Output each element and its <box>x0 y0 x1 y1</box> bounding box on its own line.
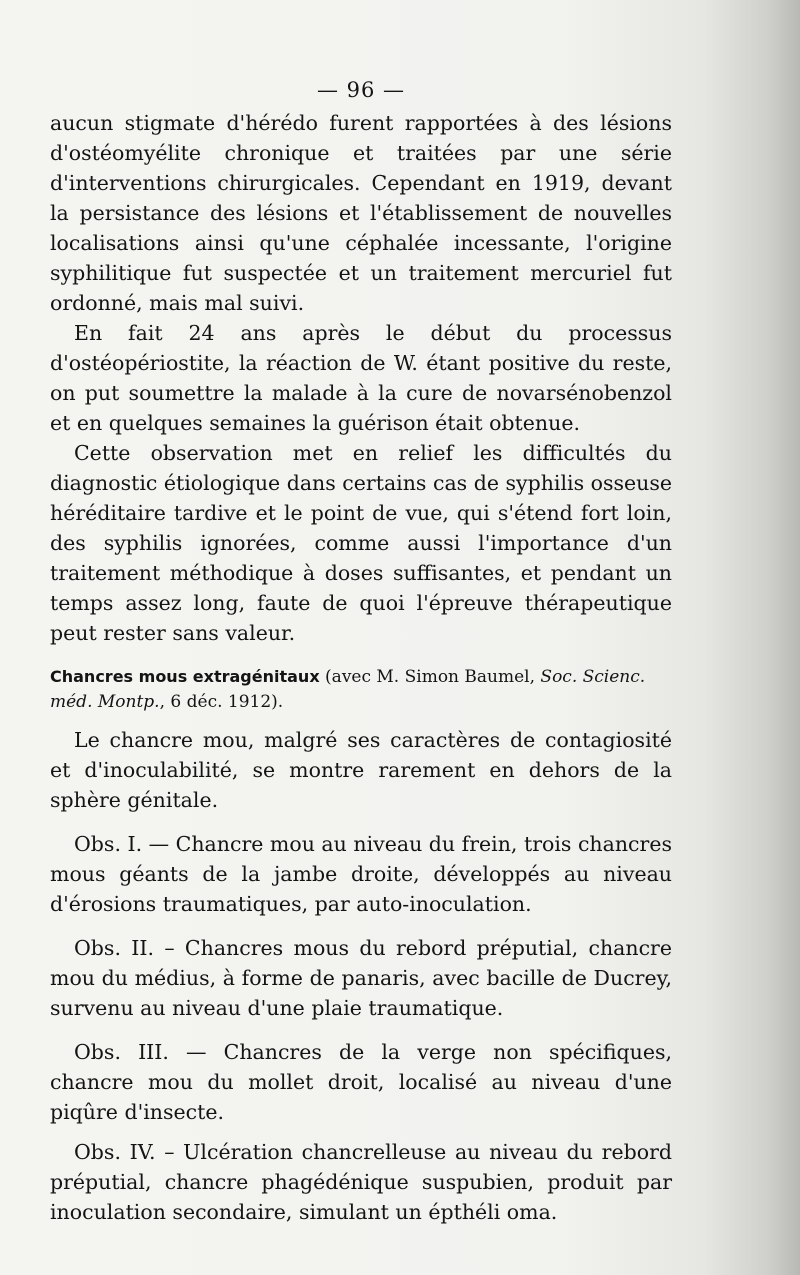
paragraph-intro: Le chancre mou, malgré ses caractères de contagiosité et d'inoculabilité, se montre rarement en dehors de la sphère génitale. <box>50 728 672 812</box>
reference-title: Chancres mous extragénitaux <box>50 667 320 686</box>
page-number: — 96 — <box>316 78 406 102</box>
reference-date: , 6 déc. 1912). <box>159 692 284 712</box>
paragraph-conclusion: Cette observation met en relief les difficultés du diagnostic étiologique dans certains cas de syphilis osseuse héréditaire tardive et le point de vue, qui s'étend fort loin, des syphilis ignorées, comme aussi l'importance d'un traitement méthodique à doses suffisantes, et pendant un temps assez long, faute de quoi l'épreuve thérapeutique peut rester sans valeur. <box>50 441 672 645</box>
observation-4: Obs. IV. – Ulcération chancrelleuse au niveau du rebord préputial, chancre phagédénique suspubien, produit par inoculation secondaire, simulant un épthéli oma. <box>50 1140 672 1224</box>
publication-reference <box>50 664 672 715</box>
paragraph-continuation: aucun stigmate d'hérédo furent rapportées à des lésions d'ostéomyélite chronique et traitées par une série d'interventions chirurgicales. Cependant en 1919, devant la persistance des lésions et l'établissement de nouvelles localisations ainsi qu'une céphalée incessante, l'origine syphilitique fut suspectée et un traitement mercuriel fut ordonné, mais mal suivi. <box>50 111 672 315</box>
observation-2: Obs. II. – Chancres mous du rebord préputial, chancre mou du médius, à forme de panaris, avec bacille de Ducrey, survenu au niveau d'une plaie traumatique. <box>50 936 672 1020</box>
observation-1: Obs. I. — Chancre mou au niveau du frein, trois chancres mous géants de la jambe droite, développés au niveau d'érosions traumatiques, par auto-inoculation. <box>50 832 672 916</box>
paragraph-treatment: En fait 24 ans après le début du processus d'ostéopériostite, la réaction de W. étant positive du reste, on put soumettre la malade à la cure de novarsénobenzol et en quelques semaines la guérison était obtenue. <box>50 321 672 435</box>
page-text <box>50 78 672 1227</box>
observation-3: Obs. III. — Chancres de la verge non spécifiques, chancre mou du mollet droit, localisé au niveau d'une piqûre d'insecte. <box>50 1040 672 1124</box>
reference-journal: Soc. Scienc. méd. Montp. <box>50 667 646 712</box>
reference-authors: (avec M. Simon Baumel, <box>325 667 536 687</box>
